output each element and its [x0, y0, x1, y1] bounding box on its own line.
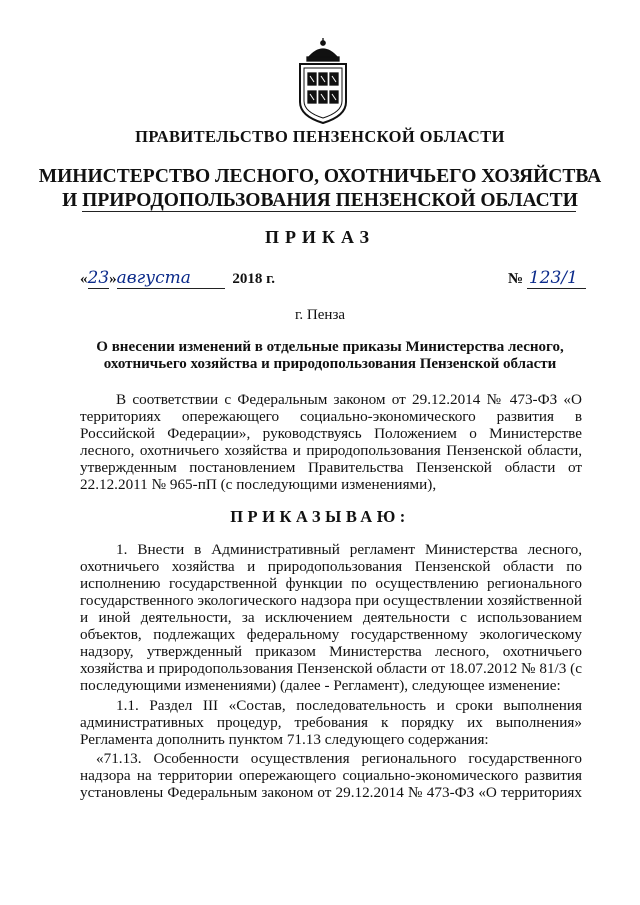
preamble-paragraph	[80, 391, 582, 493]
paragraph-line: надзору, утвержденный приказом Министерства лесного, охотничьего	[80, 643, 582, 660]
paragraph-line: территориях опережающего социально-экономического развития в	[80, 408, 582, 425]
date-year: 2018 г.	[232, 271, 276, 287]
document-type-title: ПРИКАЗ	[264, 227, 376, 247]
paragraph-line: охотничьего хозяйства и природопользования Пензенской области по	[80, 558, 582, 575]
order-subject	[80, 339, 580, 373]
paragraph-line: последующими изменениями) (далее - Регламент), следующее изменение:	[80, 677, 561, 694]
date-day: 23	[87, 268, 110, 288]
government-heading: ПРАВИТЕЛЬСТВО ПЕНЗЕНСКОЙ ОБЛАСТИ	[135, 127, 505, 146]
number-value: 123/1	[527, 268, 586, 289]
paragraph-line: Регламента дополнить пунктом 71.13 следующего содержания:	[80, 731, 489, 748]
paragraph-line: утвержденным постановлением Правительства Пензенской области от	[80, 459, 582, 476]
date-close-quote: »	[109, 271, 117, 287]
paragraph-line: исполнению государственной функции по осуществлению регионального	[80, 575, 582, 592]
paragraph-line: административных процедур, требования к порядку их выполнения»	[80, 714, 582, 731]
item-1-1-paragraph	[80, 697, 582, 748]
paragraph-line: надзора на территории опережающего социально-экономического развития	[80, 767, 582, 784]
paragraph-line: объектов, подлежащих федеральному государственному экологическому	[80, 626, 582, 643]
date-month: августа	[117, 268, 225, 289]
order-number	[508, 268, 586, 289]
paragraph-line: и иной деятельности, за исключением деятельности с использованием	[80, 609, 582, 626]
paragraph-line: хозяйства и природопользования Пензенской области от 18.07.2012 № 81/3 (с	[80, 660, 582, 677]
paragraph-line: Российской Федерации», руководствуясь Положением о Министерстве	[80, 425, 582, 442]
paragraph-line: установлены Федеральным законом от 29.12.2014 № 473-ФЗ «О территориях	[80, 784, 582, 801]
header-divider	[82, 211, 576, 212]
number-prefix: №	[508, 271, 524, 287]
item-71-13-paragraph	[80, 750, 582, 801]
paragraph-line: 1.1. Раздел III «Состав, последовательность и сроки выполнения	[116, 697, 582, 714]
paragraph-line: 22.12.2011 № 965-пП (с последующими изменениями),	[80, 476, 437, 493]
ministry-heading-line: МИНИСТЕРСТВО ЛЕСНОГО, ОХОТНИЧЬЕГО ХОЗЯЙСТВА	[38, 166, 602, 187]
ministry-heading-line: И ПРИРОДОПОЛЬЗОВАНИЯ ПЕНЗЕНСКОЙ ОБЛАСТИ	[62, 190, 578, 211]
order-directive-heading: ПРИКАЗЫВАЮ:	[230, 507, 410, 526]
ministry-heading	[0, 165, 640, 213]
item-1-paragraph	[80, 541, 582, 694]
date-open-quote: «	[80, 271, 88, 287]
paragraph-line: лесного, охотничьего хозяйства и природопользования Пензенской области,	[80, 442, 582, 459]
paragraph-line: В соответствии с Федеральным законом от 29.12.2014 № 473-ФЗ «О	[116, 391, 582, 408]
paragraph-line: 1. Внести в Административный регламент Министерства лесного,	[116, 541, 582, 558]
subject-line: охотничьего хозяйства и природопользования Пензенской области	[103, 356, 557, 372]
city-line: г. Пенза	[294, 307, 346, 323]
subject-line: О внесении изменений в отдельные приказы Министерства лесного,	[96, 339, 564, 355]
order-date	[80, 268, 275, 289]
paragraph-line: государственного экологического надзора при осуществлении хозяйственной	[80, 592, 582, 609]
coat-of-arms-emblem	[294, 38, 352, 124]
paragraph-line: «71.13. Особенности осуществления регионального государственного	[96, 750, 582, 767]
